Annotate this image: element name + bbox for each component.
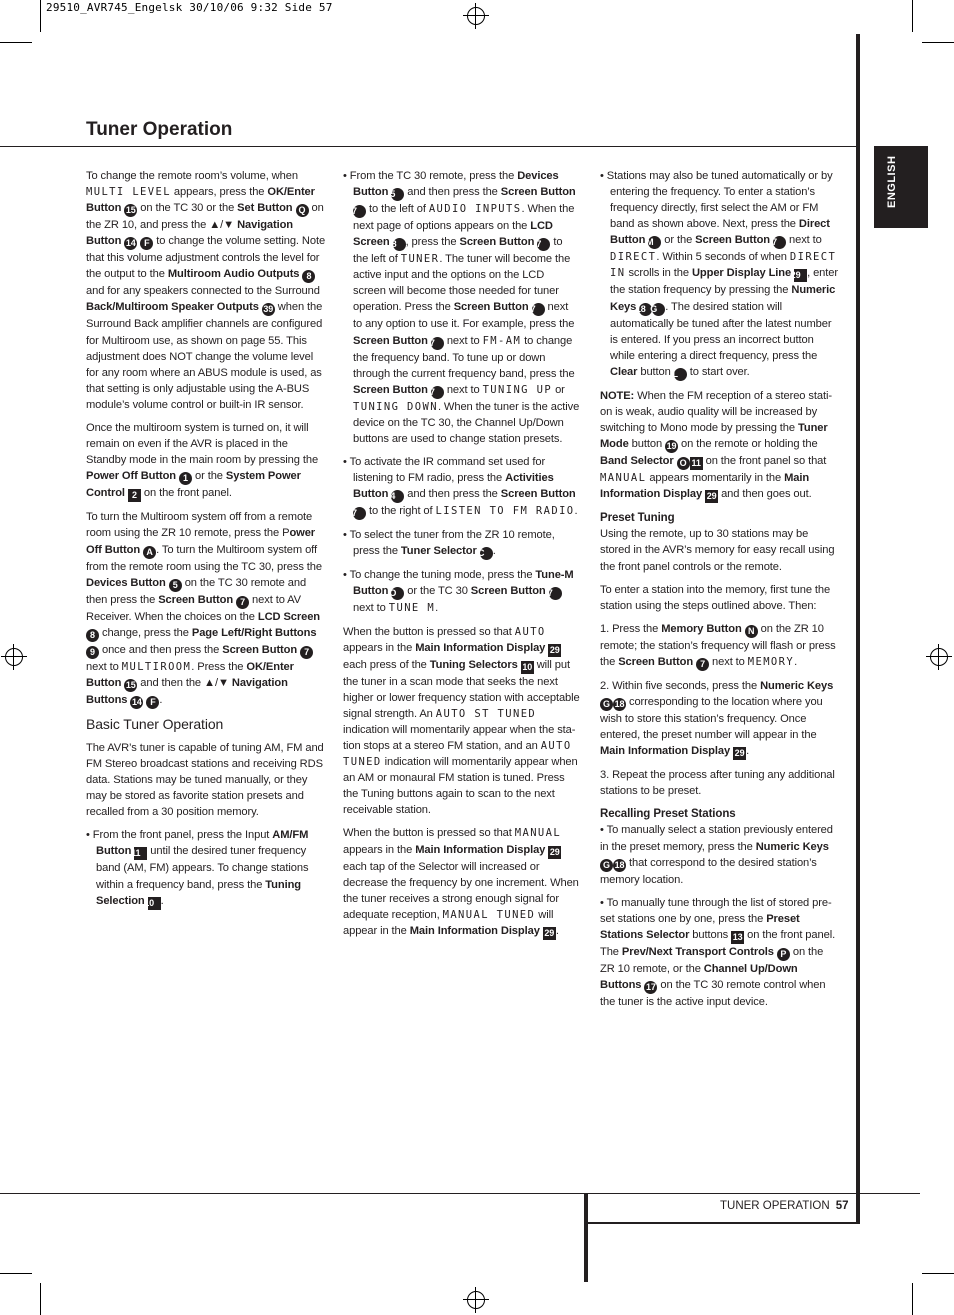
crop-mark xyxy=(912,0,913,32)
right-vertical-rule xyxy=(856,34,860,1224)
paragraph: When the button is pressed so that AUTO appears in the Main Information Display 29 each press of the Tuning Selectors 10 will put the tuner in a scan mode that seeks the next higher or lower frequency station with acceptable signal strength. An AUTO ST TUNED indication will momentarily appear when the station stops at a stereo FM station, and an AUTO TUNED indication will momentarily appear when an AM or monaural FM station is tuned. Press the Tuning buttons again to scan to the next receivable station. xyxy=(343,625,580,817)
bullet-item: • To manually select a station previously entered in the preset memory, press the Numeric Keys G 18 that correspond to the desired station’s memory location. xyxy=(600,824,833,886)
crop-mark xyxy=(0,1273,32,1274)
paragraph: To change the remote room’s volume, when MULTI LEVEL appears, press the OK/Enter Button 15 on the TC 30 or the Set Button Q on the ZR 10, and press the ▲/▼ Navigation Button 14 F to change the volume setting. Note that this volume adjustment controls the level for the output to the Multiroom Audio Outputs 8 and for any speakers connected to the Surround Back/Multiroom Speaker Outputs 39 when the Surround Back amplifier channels are configured for Multiroom use, as shown on page 55. This adjustment does NOT change the volume level for any room where an ABUS module is used, as that setting is only adjustable using the A-BUS module’s volume control or built-in IR sensor. xyxy=(86,170,326,411)
page-title: Tuner Operation xyxy=(86,119,233,140)
footer-box-top-rule xyxy=(586,1222,860,1224)
paragraph: To enter a station into the memory, first tune the station using the steps outlined above. Then: xyxy=(600,583,831,612)
section-heading: Basic Tuner Operation xyxy=(86,715,224,732)
registration-mark xyxy=(926,644,952,670)
language-tab xyxy=(874,146,928,228)
step: 2. Within five seconds, press the Numeric Keys G 18 corresponding to the location where you wish to store this station’s frequency. Once entered, the preset number will appear in the Main Information Display 29 . xyxy=(600,679,834,759)
bullet-item: • Stations may also be tuned automatically or by entering the frequency. To enter a station’s frequency directly, first select the AM or FM band as shown above. Next, press the Direct Button M or the Screen Button 7 next to DIRECT. Within 5 seconds of when DIRECT IN scrolls in the Upper Display Line 29 , enter the station frequency by pressing the Numeric Keys 18 G . The desired station will automatically be tuned after the latest number is entered. If you press an incorrect button while entering a direct frequency, press the Clear button L to start over. xyxy=(600,170,838,379)
bullet-item: • To activate the IR command set used for listening to FM radio, press the Activities Button 4 and then press the Screen Button 7 to the right of LISTEN TO FM RADIO. xyxy=(343,456,578,519)
crop-mark xyxy=(0,42,32,43)
bullet-item: • To manually tune through the list of stored preset stations one by one, press the Preset Stations Selector buttons 13 on the front panel. The Prev/Next Transport Controls P on the ZR 10 remote, or the Channel Up/Down Buttons 17 on the TC 30 remote control when the tuner is the active input device. xyxy=(600,896,836,1008)
footer-box-left-rule xyxy=(584,1194,588,1282)
registration-mark xyxy=(463,3,489,29)
paragraph: Using the remote, up to 30 stations may be stored in the AVR’s memory for easy recall using the front panel controls or the remote. xyxy=(600,528,835,573)
paragraph: To turn the Multiroom system off from a remote room using the ZR 10 remote, press the Power Off Button A . To turn the Multiroom system off from the remote room using the TC 30, press the Devices Button 5 on the TC 30 remote and then press the Screen Button 7 next to AV Receiver. When the choices on the LCD Screen 8 change, press the Page Left/Right Buttons 9 once and then press the Screen Button 7 next to MULTIROOM. Press the OK/Enter Button 15 and then the ▲/▼ Navigation Buttons 14 F . xyxy=(86,511,322,707)
paragraph: The AVR’s tuner is capable of tuning AM, FM and FM Stereo broadcast stations and receiving RDS data. Stations may be tuned manually, or they may be stored as favorite station presets and recalled from a 30 position memory. xyxy=(86,741,324,819)
print-slug: 29510_AVR745_Engelsk 30/10/06 9:32 Side 57 xyxy=(46,1,333,14)
language-tab-label: ENGLISH xyxy=(886,155,898,208)
paragraph: When the button is pressed so that MANUAL appears in the Main Information Display 29 each tap of the Selector will increased or decrease the frequency by one increment. When the tuner receives a strong enough signal for adequate reception, MANUAL TUNED will appear in the Main Information Display 29 . xyxy=(343,827,579,938)
crop-mark xyxy=(40,1283,41,1315)
bullet-item: • From the TC 30 remote, press the Devices Button 5 and then press the Screen Button 7 to the left of AUDIO INPUTS. When the next page of options appears on the LCD Screen 8 , press the Screen Button 7 to the left of TUNER. The tuner will become the active input and the options on the LCD screen will become those needed for tuner operation. Press the Screen Button 7 next to any option to use it. For example, press the Screen Button 7 next to FM-AM to change the frequency band. To tune up or down through the current frequency band, press the Screen Button 7 next to TUNING UP or TUNING DOWN. When the tuner is the active device on the TC 30, the Channel Up/Down buttons are used to change station presets. xyxy=(343,170,580,445)
page-number: 57 xyxy=(835,1200,849,1212)
bullet-item: • From the front panel, press the Input AM/FM Button 11 until the desired tuner frequency band (AM, FM) appears. To change stations within a frequency band, press the Tuning Selection 10 . xyxy=(86,829,309,908)
registration-mark xyxy=(463,1287,489,1313)
step: 3. Repeat the process after tuning any additional stations to be preset. xyxy=(600,769,835,798)
paragraph: Once the multiroom system is turned on, it will remain on even if the AVR is placed in the Standby mode in the main room by pressing the Power Off Button 1 or the System Power Control 2 on the front panel. xyxy=(86,422,319,501)
subheading: Preset Tuning xyxy=(600,512,675,525)
note: NOTE: When the FM reception of a stereo station is weak, audio quality will be increased by switching to Mono mode by pressing the Tuner Mode button 19 on the remote or holding the Band Selector O 11 on the front panel so that MANUAL appears momentarily in the Main Information Display 29 and then goes out. xyxy=(600,389,833,502)
crop-mark xyxy=(40,0,41,32)
bullet-item: • To change the tuning mode, press the Tune-M Button O or the TC 30 Screen Button 7 next to TUNE M. xyxy=(343,569,574,615)
bullet-item: • To select the tuner from the ZR 10 remote, press the Tuner Selector C . xyxy=(343,529,555,559)
column-1 xyxy=(86,168,326,917)
column-3 xyxy=(600,168,840,1017)
footer-rule xyxy=(0,1193,920,1194)
crop-mark xyxy=(912,1283,913,1315)
header-rule xyxy=(0,146,856,147)
page-footer xyxy=(720,1200,848,1212)
subheading: Recalling Preset Stations xyxy=(600,808,736,821)
footer-section-label: TUNER OPERATION xyxy=(720,1200,830,1212)
registration-mark xyxy=(1,644,27,670)
step: 1. Press the Memory Button N on the ZR 10 remote; the station’s frequency will flash or press the Screen Button 7 next to MEMORY. xyxy=(600,622,836,669)
crop-mark xyxy=(922,42,954,43)
crop-mark xyxy=(922,1273,954,1274)
column-2 xyxy=(343,168,580,947)
